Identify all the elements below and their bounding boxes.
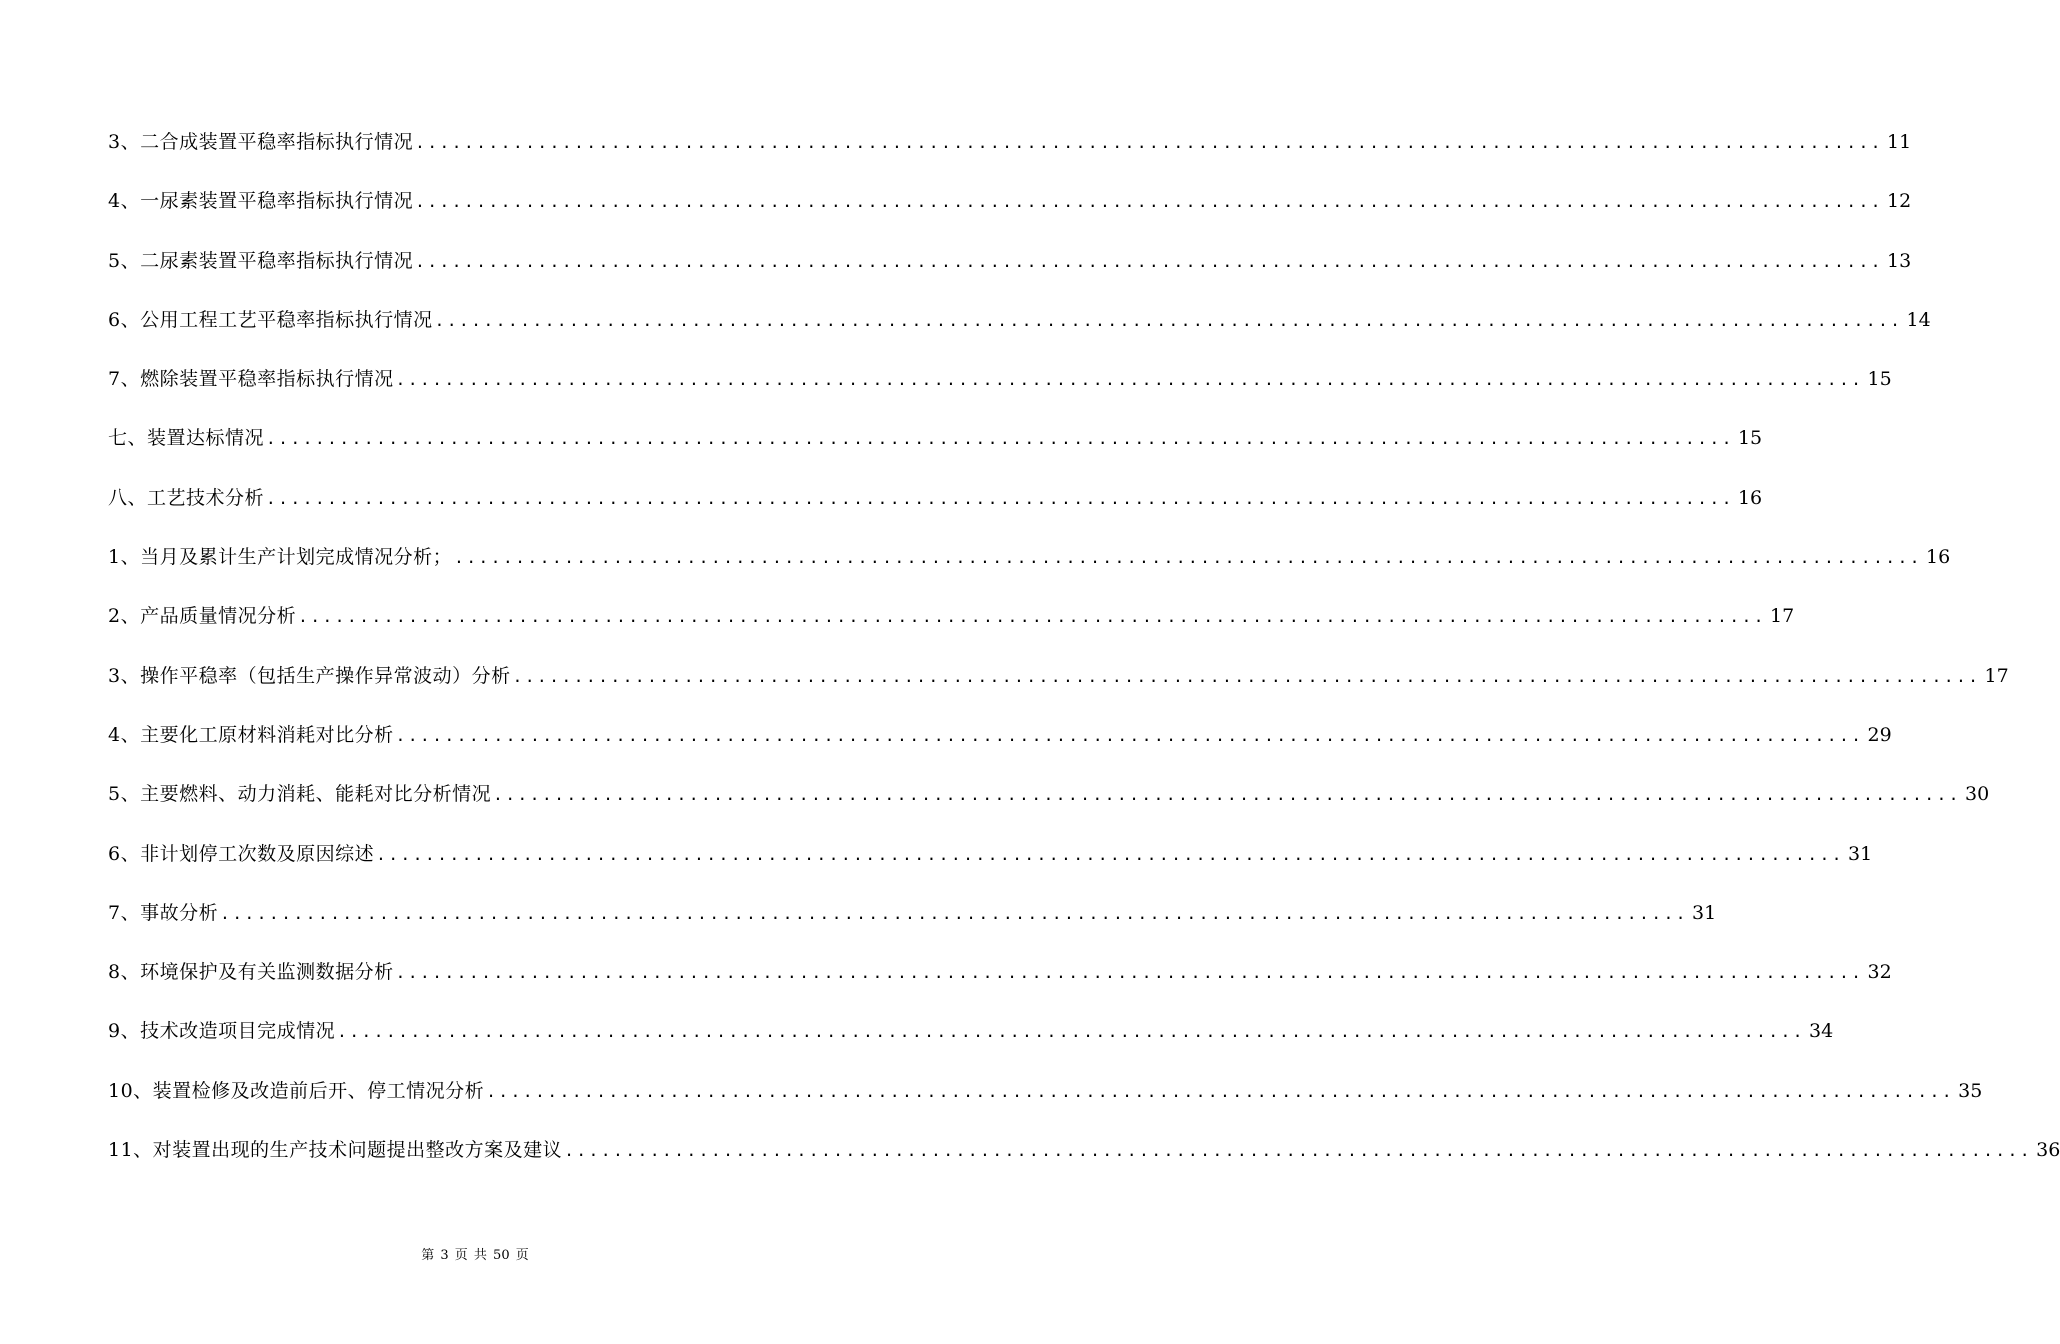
toc-entry-page: 12 — [1887, 190, 1912, 213]
toc-entry-title: 6、公用工程工艺平稳率指标执行情况 — [108, 308, 433, 331]
toc-entry-page: 31 — [1692, 901, 1717, 924]
toc-entry-page: 15 — [1867, 368, 1892, 391]
toc-entry-title: 9、技术改造项目完成情况 — [108, 1020, 336, 1043]
toc-entry[interactable] — [108, 420, 1763, 479]
toc-entry-page: 17 — [1770, 605, 1795, 628]
toc-leader-dots: ........................................................................................................................ — [415, 251, 1884, 271]
toc-entry-title: 3、操作平稳率（包括生产操作异常波动）分析 — [108, 664, 511, 687]
toc-entry[interactable] — [108, 1073, 1983, 1132]
toc-entry-page: 34 — [1809, 1020, 1834, 1043]
toc-entry-title: 八、工艺技术分析 — [108, 486, 265, 509]
toc-entry[interactable] — [108, 124, 1912, 183]
toc-leader-dots: ........................................................................................................................ — [376, 844, 1845, 864]
toc-entry[interactable] — [108, 539, 1951, 598]
toc-entry-page: 32 — [1867, 961, 1892, 984]
toc-entry-title: 7、事故分析 — [108, 901, 219, 924]
toc-entry[interactable] — [108, 302, 1931, 361]
toc-entry-page: 13 — [1887, 249, 1912, 272]
toc-entry[interactable] — [108, 361, 1892, 420]
toc-leader-dots: ........................................................................................................................ — [454, 548, 1923, 568]
toc-entry-title: 2、产品质量情况分析 — [108, 605, 297, 628]
toc-entry[interactable] — [108, 1013, 1834, 1072]
toc-entry[interactable] — [108, 658, 2009, 717]
toc-entry-title: 3、二合成装置平稳率指标执行情况 — [108, 131, 414, 153]
toc-leader-dots: ........................................................................................................................ — [486, 1081, 1955, 1101]
toc-entry-page: 14 — [1906, 308, 1931, 331]
toc-entry-page: 17 — [1984, 664, 2009, 687]
toc-leader-dots: ........................................................................................................................ — [564, 1141, 2033, 1161]
toc-entry[interactable] — [108, 776, 1990, 835]
toc-entry-page: 16 — [1737, 486, 1763, 509]
toc-entry-page: 36 — [2036, 1139, 2060, 1162]
toc-entry-page: 29 — [1867, 723, 1892, 746]
table-of-contents — [108, 124, 2060, 1191]
toc-entry-page: 30 — [1965, 783, 1990, 806]
toc-entry[interactable] — [108, 243, 1912, 302]
toc-entry[interactable] — [108, 895, 1717, 954]
toc-leader-dots: ........................................................................................................................ — [512, 666, 1981, 686]
toc-entry-title: 1、当月及累计生产计划完成情况分析； — [108, 546, 453, 569]
toc-entry-title: 10、装置检修及改造前后开、停工情况分析 — [108, 1079, 485, 1102]
toc-leader-dots: ........................................................................................................................ — [415, 133, 1884, 152]
toc-leader-dots: ........................................................................................................................ — [266, 429, 1734, 449]
page-footer: 第 3 页 共 50 页 — [421, 1248, 529, 1263]
toc-leader-dots: ........................................................................................................................ — [220, 903, 1689, 923]
toc-entry-title: 5、主要燃料、动力消耗、能耗对比分析情况 — [108, 783, 492, 806]
toc-leader-dots: ........................................................................................................................ — [434, 310, 1903, 330]
toc-leader-dots: ........................................................................................................................ — [395, 725, 1864, 745]
toc-leader-dots: ........................................................................................................................ — [395, 963, 1864, 983]
toc-entry-page: 15 — [1737, 427, 1763, 450]
toc-entry-title: 4、主要化工原材料消耗对比分析 — [108, 723, 394, 746]
toc-entry-title: 8、环境保护及有关监测数据分析 — [108, 961, 394, 984]
toc-leader-dots: ........................................................................................................................ — [337, 1022, 1806, 1042]
toc-entry-page: 35 — [1958, 1079, 1983, 1102]
toc-leader-dots: ........................................................................................................................ — [266, 488, 1734, 508]
toc-leader-dots: ........................................................................................................................ — [415, 192, 1884, 212]
toc-entry[interactable] — [108, 1132, 2060, 1191]
toc-entry-title: 6、非计划停工次数及原因综述 — [108, 842, 375, 865]
toc-entry-title: 5、二尿素装置平稳率指标执行情况 — [108, 249, 414, 272]
toc-entry-title: 七、装置达标情况 — [108, 427, 265, 450]
toc-entry-title: 11、对装置出现的生产技术问题提出整改方案及建议 — [108, 1139, 563, 1162]
toc-entry-page: 16 — [1926, 546, 1951, 569]
toc-entry[interactable] — [108, 480, 1763, 539]
toc-leader-dots: ........................................................................................................................ — [395, 370, 1864, 390]
toc-leader-dots: ........................................................................................................................ — [493, 785, 1962, 805]
toc-entry-title: 7、燃除装置平稳率指标执行情况 — [108, 368, 394, 391]
toc-entry-title: 4、一尿素装置平稳率指标执行情况 — [108, 190, 414, 213]
toc-entry[interactable] — [108, 598, 1795, 657]
toc-entry[interactable] — [108, 836, 1873, 895]
toc-entry-page: 31 — [1848, 842, 1873, 865]
toc-entry[interactable] — [108, 183, 1912, 242]
toc-entry-page: 11 — [1887, 131, 1912, 153]
toc-leader-dots: ........................................................................................................................ — [298, 607, 1767, 627]
toc-entry[interactable] — [108, 954, 1892, 1013]
toc-entry[interactable] — [108, 717, 1892, 776]
